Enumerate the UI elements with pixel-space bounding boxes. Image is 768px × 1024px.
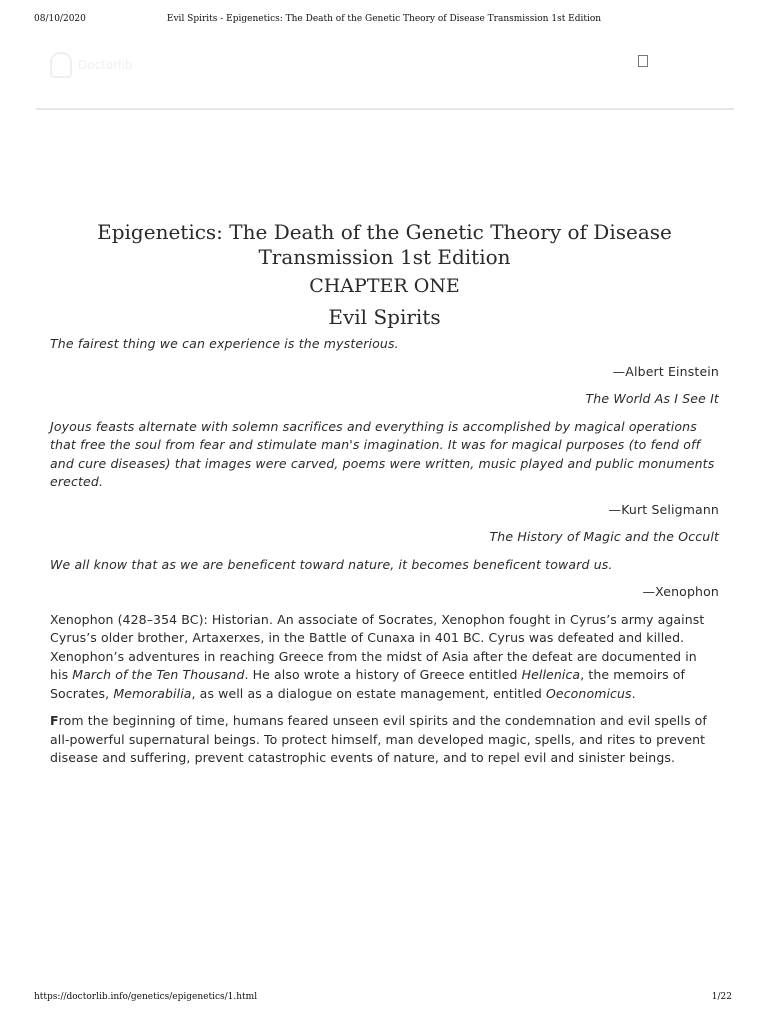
page-url: https://doctorlib.info/genetics/epigenetics/1.html <box>34 992 258 1002</box>
article <box>50 220 719 768</box>
epigraph-source: The History of Magic and the Occult <box>489 529 719 544</box>
site-header <box>36 40 734 110</box>
dropcap: F <box>50 713 59 728</box>
document-title: Epigenetics: The Death of the Genetic Theory of Disease Transmission 1st Edition <box>97 220 672 269</box>
epigraph-author: —Albert Einstein <box>612 363 719 379</box>
xenophon-note <box>50 611 719 704</box>
search-icon[interactable] <box>638 55 648 67</box>
note-text: Xenophon (428–354 BC): Historian. An associate of Socrates, Xenophon fought in Cyrus’s army against Cyrus’s older brother, Artaxerxes, in the Battle of Cunaxa in 401 BC. Cyrus was defeated and killed. Xenophon’s adventures in reaching Greece from the midst of Asia after the defeat are documented in his <box>50 611 705 682</box>
note-text: , the memoirs of Socrates, <box>50 667 686 701</box>
print-date: 08/10/2020 <box>34 14 86 24</box>
logo-mark-icon <box>50 52 72 78</box>
epigraph-author: —Kurt Seligmann <box>608 501 719 517</box>
site-logo[interactable] <box>50 52 132 78</box>
chapter-number: CHAPTER ONE <box>309 275 460 297</box>
paragraph-text: rom the beginning of time, humans feared unseen evil spirits and the condemnation and evil spells of all-powerful supernatural beings. To protect himself, man developed magic, spells, and rites to prevent disease and suffering, prevent catastrophic events of nature, and to repel evil and sinister beings. <box>50 713 707 765</box>
chapter-title: Evil Spirits <box>328 305 441 329</box>
epigraph-source: The World As I See It <box>585 391 719 406</box>
note-text: , as well as a dialogue on estate management, entitled <box>191 685 546 701</box>
page-number: 1/22 <box>711 992 732 1002</box>
epigraph-quote: The fairest thing we can experience is the mysterious. <box>50 336 399 351</box>
work-title: Memorabilia <box>113 685 192 701</box>
print-footer <box>0 992 768 1006</box>
epigraph-quote: We all know that as we are beneficent toward nature, it becomes beneficent toward us. <box>50 556 613 572</box>
print-header <box>0 14 768 28</box>
work-title: Oeconomicus <box>545 685 632 701</box>
epigraph-author: —Xenophon <box>642 584 719 599</box>
work-title: Hellenica <box>521 667 581 682</box>
epigraph-quote: Joyous feasts alternate with solemn sacrifices and everything is accomplished by magical operations that free the soul from fear and stimulate man's imagination. It was for magical purposes (to fend off and cure diseases) that images were carved, poems were written, music played and public monuments erected. <box>50 418 715 489</box>
logo-text: Doctorlib <box>78 58 133 72</box>
note-text: . He also wrote a history of Greece entitled <box>244 667 522 682</box>
print-page-title: Evil Spirits - Epigenetics: The Death of the Genetic Theory of Disease Transmission 1st Edition <box>166 14 602 24</box>
body-paragraph <box>50 712 719 768</box>
work-title: March of the Ten Thousand <box>72 667 245 682</box>
note-text: . <box>631 685 636 701</box>
